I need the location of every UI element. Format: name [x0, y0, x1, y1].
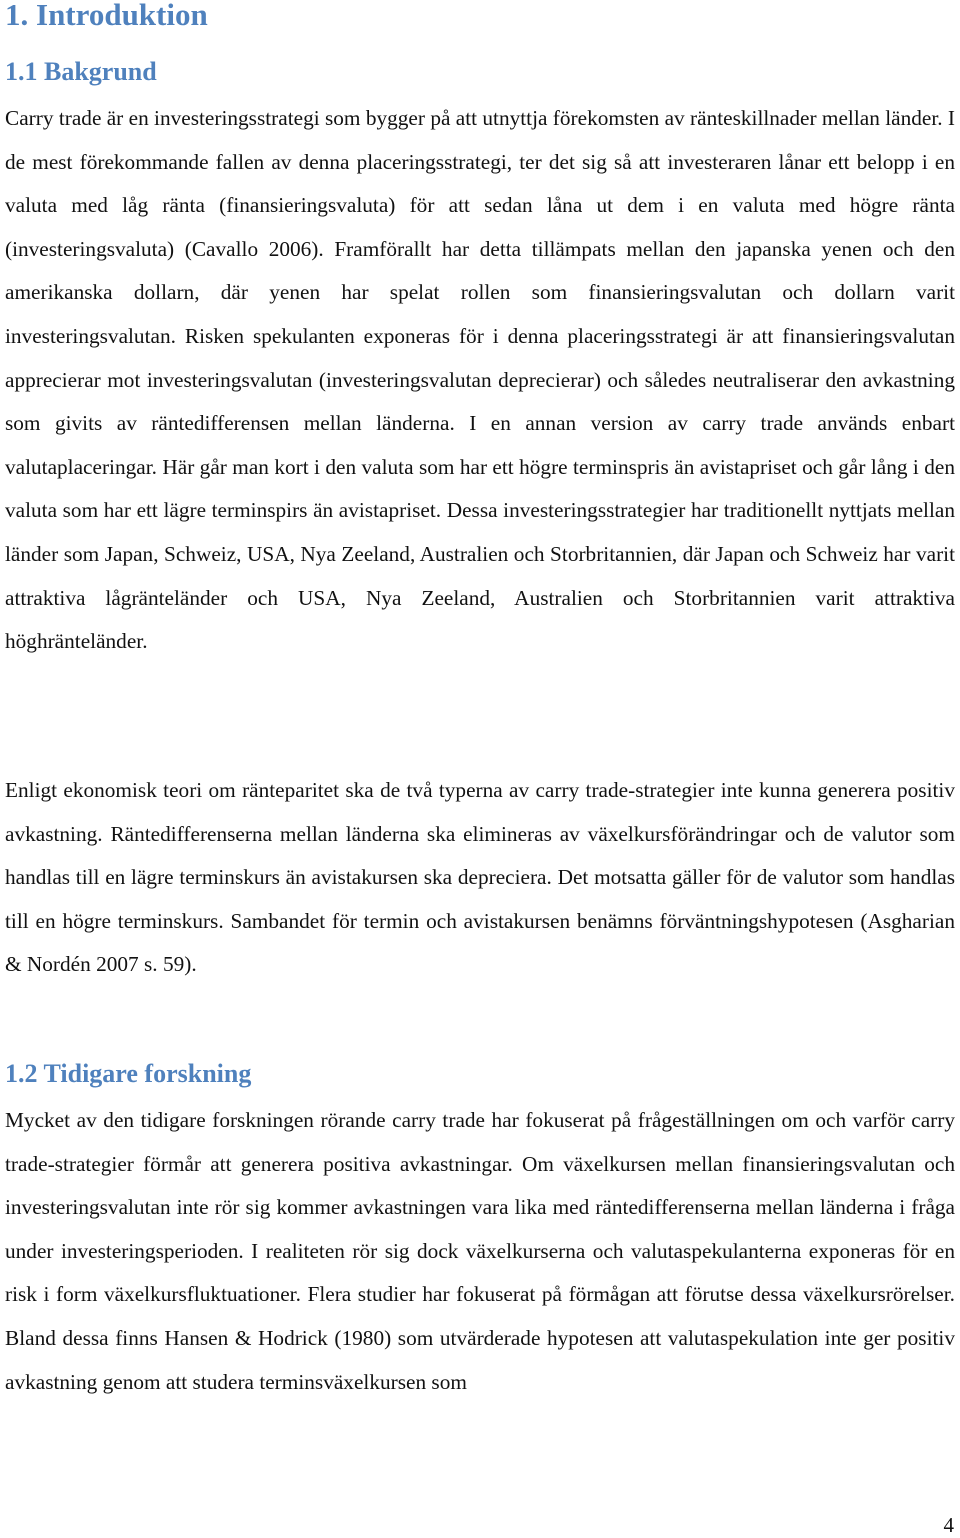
paragraph-tidigare-forskning-1: Mycket av den tidigare forskningen rörande carry trade har fokuserat på frågeställningen om och varför carry trade-strategier förmår att generera positiva avkastningar. Om växelkursen mellan finansieringsvalutan och investeringsvalutan inte rör sig kommer avkastningen vara lika med räntedifferenserna mellan länderna i fråga under investeringsperioden. I realiteten rör sig dock växelkurserna och valutaspekulanterna exponeras för en risk i form växelkursfluktuationer. Flera studier har fokuserat på förmågan att förutse dessa växelkursrörelser. Bland dessa finns Hansen & Hodrick (1980) som utvärderade hypotesen att valutaspekulation inte ger positiv avkastning genom att studera terminsväxelkursen som	[5, 1108, 955, 1394]
subsection-heading-tidigare-forskning: 1.2 Tidigare forskning	[5, 1059, 252, 1088]
paragraph-bakgrund-1: Carry trade är en investeringsstrategi som bygger på att utnyttja förekomsten av ränteskillnader mellan länder. I de mest förekommande fallen av denna placeringsstrategi, ter det sig så att investeraren lånar ett belopp i en valuta med låg ränta (finansieringsvaluta) för att sedan låna ut dem i en valuta med högre ränta (investeringsvaluta) (Cavallo 2006). Framförallt har detta tillämpats mellan den japanska yenen och den amerikanska dollarn, där yenen har spelat rollen som finansieringsvalutan och dollarn varit investeringsvalutan. Risken spekulanten exponeras för i denna placeringsstrategi är att finansieringsvalutan apprecierar mot investeringsvalutan (investeringsvalutan deprecierar) och således neutraliserar den avkastning som givits av räntedifferensen mellan länderna. I en annan version av carry trade används enbart valutaplaceringar. Här går man kort i den valuta som har ett högre terminspris än avistapriset och går lång i den valuta som har ett lägre terminspirs än avistapriset. Dessa investeringsstrategier har traditionellt nyttjats mellan länder som Japan, Schweiz, USA, Nya Zeeland, Australien och Storbritannien, där Japan och Schweiz har varit attraktiva lågränteländer och USA, Nya Zeeland, Australien och Storbritannien varit attraktiva höghränteländer.	[5, 106, 955, 654]
page-number: 4	[943, 1513, 954, 1537]
subsection-heading-bakgrund: 1.1 Bakgrund	[5, 57, 157, 86]
section-heading-introduktion: 1. Introduktion	[5, 0, 208, 32]
paragraph-bakgrund-2: Enligt ekonomisk teori om ränteparitet ska de två typerna av carry trade-strategier inte kunna generera positiv avkastning. Räntedifferenserna mellan länderna ska elimineras av växelkursförändringar och de valutor som handlas till en lägre terminskurs än avistakursen ska depreciera. Det motsatta gäller för de valutor som handlas till en högre terminskurs. Sambandet för termin och avistakursen benämns förväntningshypotesen (Asgharian & Nordén 2007 s. 59).	[5, 778, 955, 977]
